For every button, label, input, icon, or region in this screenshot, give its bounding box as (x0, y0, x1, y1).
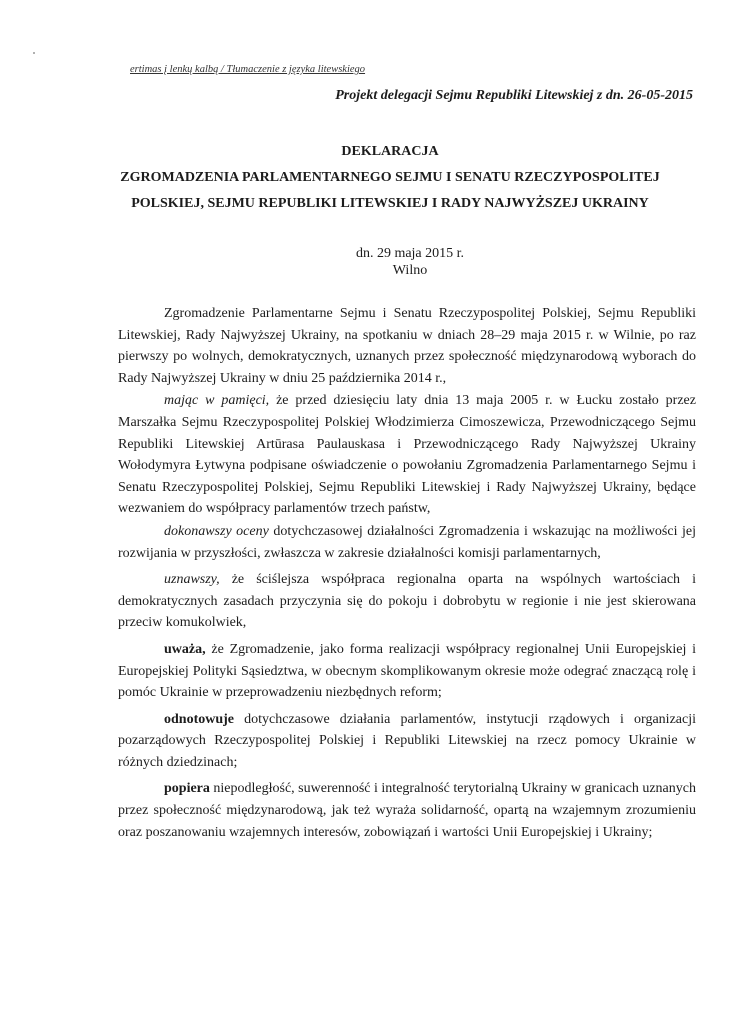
declaration-title (80, 139, 700, 217)
date-line: dn. 29 maja 2015 r. (355, 246, 465, 261)
paragraph-lead: popiera (164, 781, 210, 797)
paragraph-lead: mając w pamięci, (164, 393, 270, 409)
paragraph-text: niepodległość, suwerenność i integralność terytorialną Ukrainy w granicach uznanych przez społeczność międzynarodową, jak też wyraża solidarność, opartą na wzajemnym zrozumieniu oraz poszanowaniu wzajemnych interesów, zobowiązań i wartości Unii Europejskiej i Ukrainy; (118, 781, 696, 840)
paragraph-text: że ściślejsza współpraca regionalna oparta na wspólnych wartościach i demokratycznych zasadach przyczynia się do pokoju i dobrobytu w regionie i nie jest skierowana przeciw komukolwiek, (118, 572, 696, 631)
declaration-body (118, 303, 696, 843)
paragraph-lead: uznawszy, (164, 572, 220, 588)
project-line: Projekt delegacji Sejmu Republiki Litewskiej z dn. 26-05-2015 (335, 88, 693, 103)
paragraph-text: że Zgromadzenie, jako forma realizacji współpracy regionalnej Unii Europejskiej i Europejskiej Polityki Sąsiedztwa, w obecnym skomplikowanym okresie może odegrać znaczącą rolę i pomóc Ukrainie w przeprowadzeniu niezbędnych reform; (118, 641, 696, 701)
title-line-1: DEKLARACJA (341, 144, 439, 159)
scan-speck (33, 52, 35, 54)
title-line-2: ZGROMADZENIA PARLAMENTARNEGO SEJMU I SENATU RZECZYPOSPOLITEJ (120, 170, 660, 185)
paragraph (118, 303, 696, 389)
paragraph (118, 390, 696, 520)
title-line-3: POLSKIEJ, SEJMU REPUBLIKI LITEWSKIEJ I RADY NAJWYŻSZEJ UKRAINY (131, 196, 649, 211)
place-line: Wilno (392, 263, 428, 278)
paragraph-text: że przed dziesięciu laty dnia 13 maja 2005 r. w Łucku zostało przez Marszałka Sejmu Rzeczypospolitej Polskiej Włodzimierza Cimoszewicza, Przewodniczącego Sejmu Republiki Litewskiej Artūrasa Paulauskasa i Przewodniczącego Rady Najwyższej Ukrainy Wołodymyra Łytwyna podpisane oświadczenie o powołaniu Zgromadzenia Parlamentarnego Sejmu i Senatu Rzeczypospolitej Polskiej, Sejmu Republiki Litewskiej i Rady Najwyższej Ukrainy, będące wezwaniem do współpracy parlamentów trzech państw, (118, 393, 696, 517)
paragraph (118, 709, 696, 774)
paragraph (118, 521, 696, 564)
paragraph-text: dotychczasowe działania parlamentów, instytucji rządowych i organizacji pozarządowych Rzeczypospolitej Polskiej i Republiki Litewskiej na rzecz pomocy Ukrainie w różnych dziedzinach; (118, 711, 696, 770)
paragraph-lead: dokonawszy oceny (164, 523, 269, 539)
paragraph-lead: uważa, (164, 641, 206, 657)
paragraph (118, 778, 696, 843)
paragraph-text: Zgromadzenie Parlamentarne Sejmu i Senatu Rzeczypospolitej Polskiej, Sejmu Republiki Litewskiej, Rady Najwyższej Ukrainy, na spotkaniu w dniach 28–29 maja 2015 r. w Wilnie, po raz pierwszy po wolnych, demokratycznych, uznanych przez społeczność międzynarodową wyborach do Rady Najwyższej Ukrainy w dniu 25 października 2014 r., (118, 306, 696, 386)
translation-note: ertimas į lenkų kalbą / Tłumaczenie z języka litewskiego (130, 64, 366, 75)
paragraph-lead: odnotowuje (164, 711, 235, 727)
paragraph (118, 569, 696, 634)
paragraph-text: dotychczasowej działalności Zgromadzenia i wskazując na możliwości jej rozwijania w przyszłości, zwłaszcza w zakresie działalności komisji parlamentarnych, (118, 523, 696, 561)
date-place (80, 245, 740, 279)
paragraph (118, 639, 696, 704)
